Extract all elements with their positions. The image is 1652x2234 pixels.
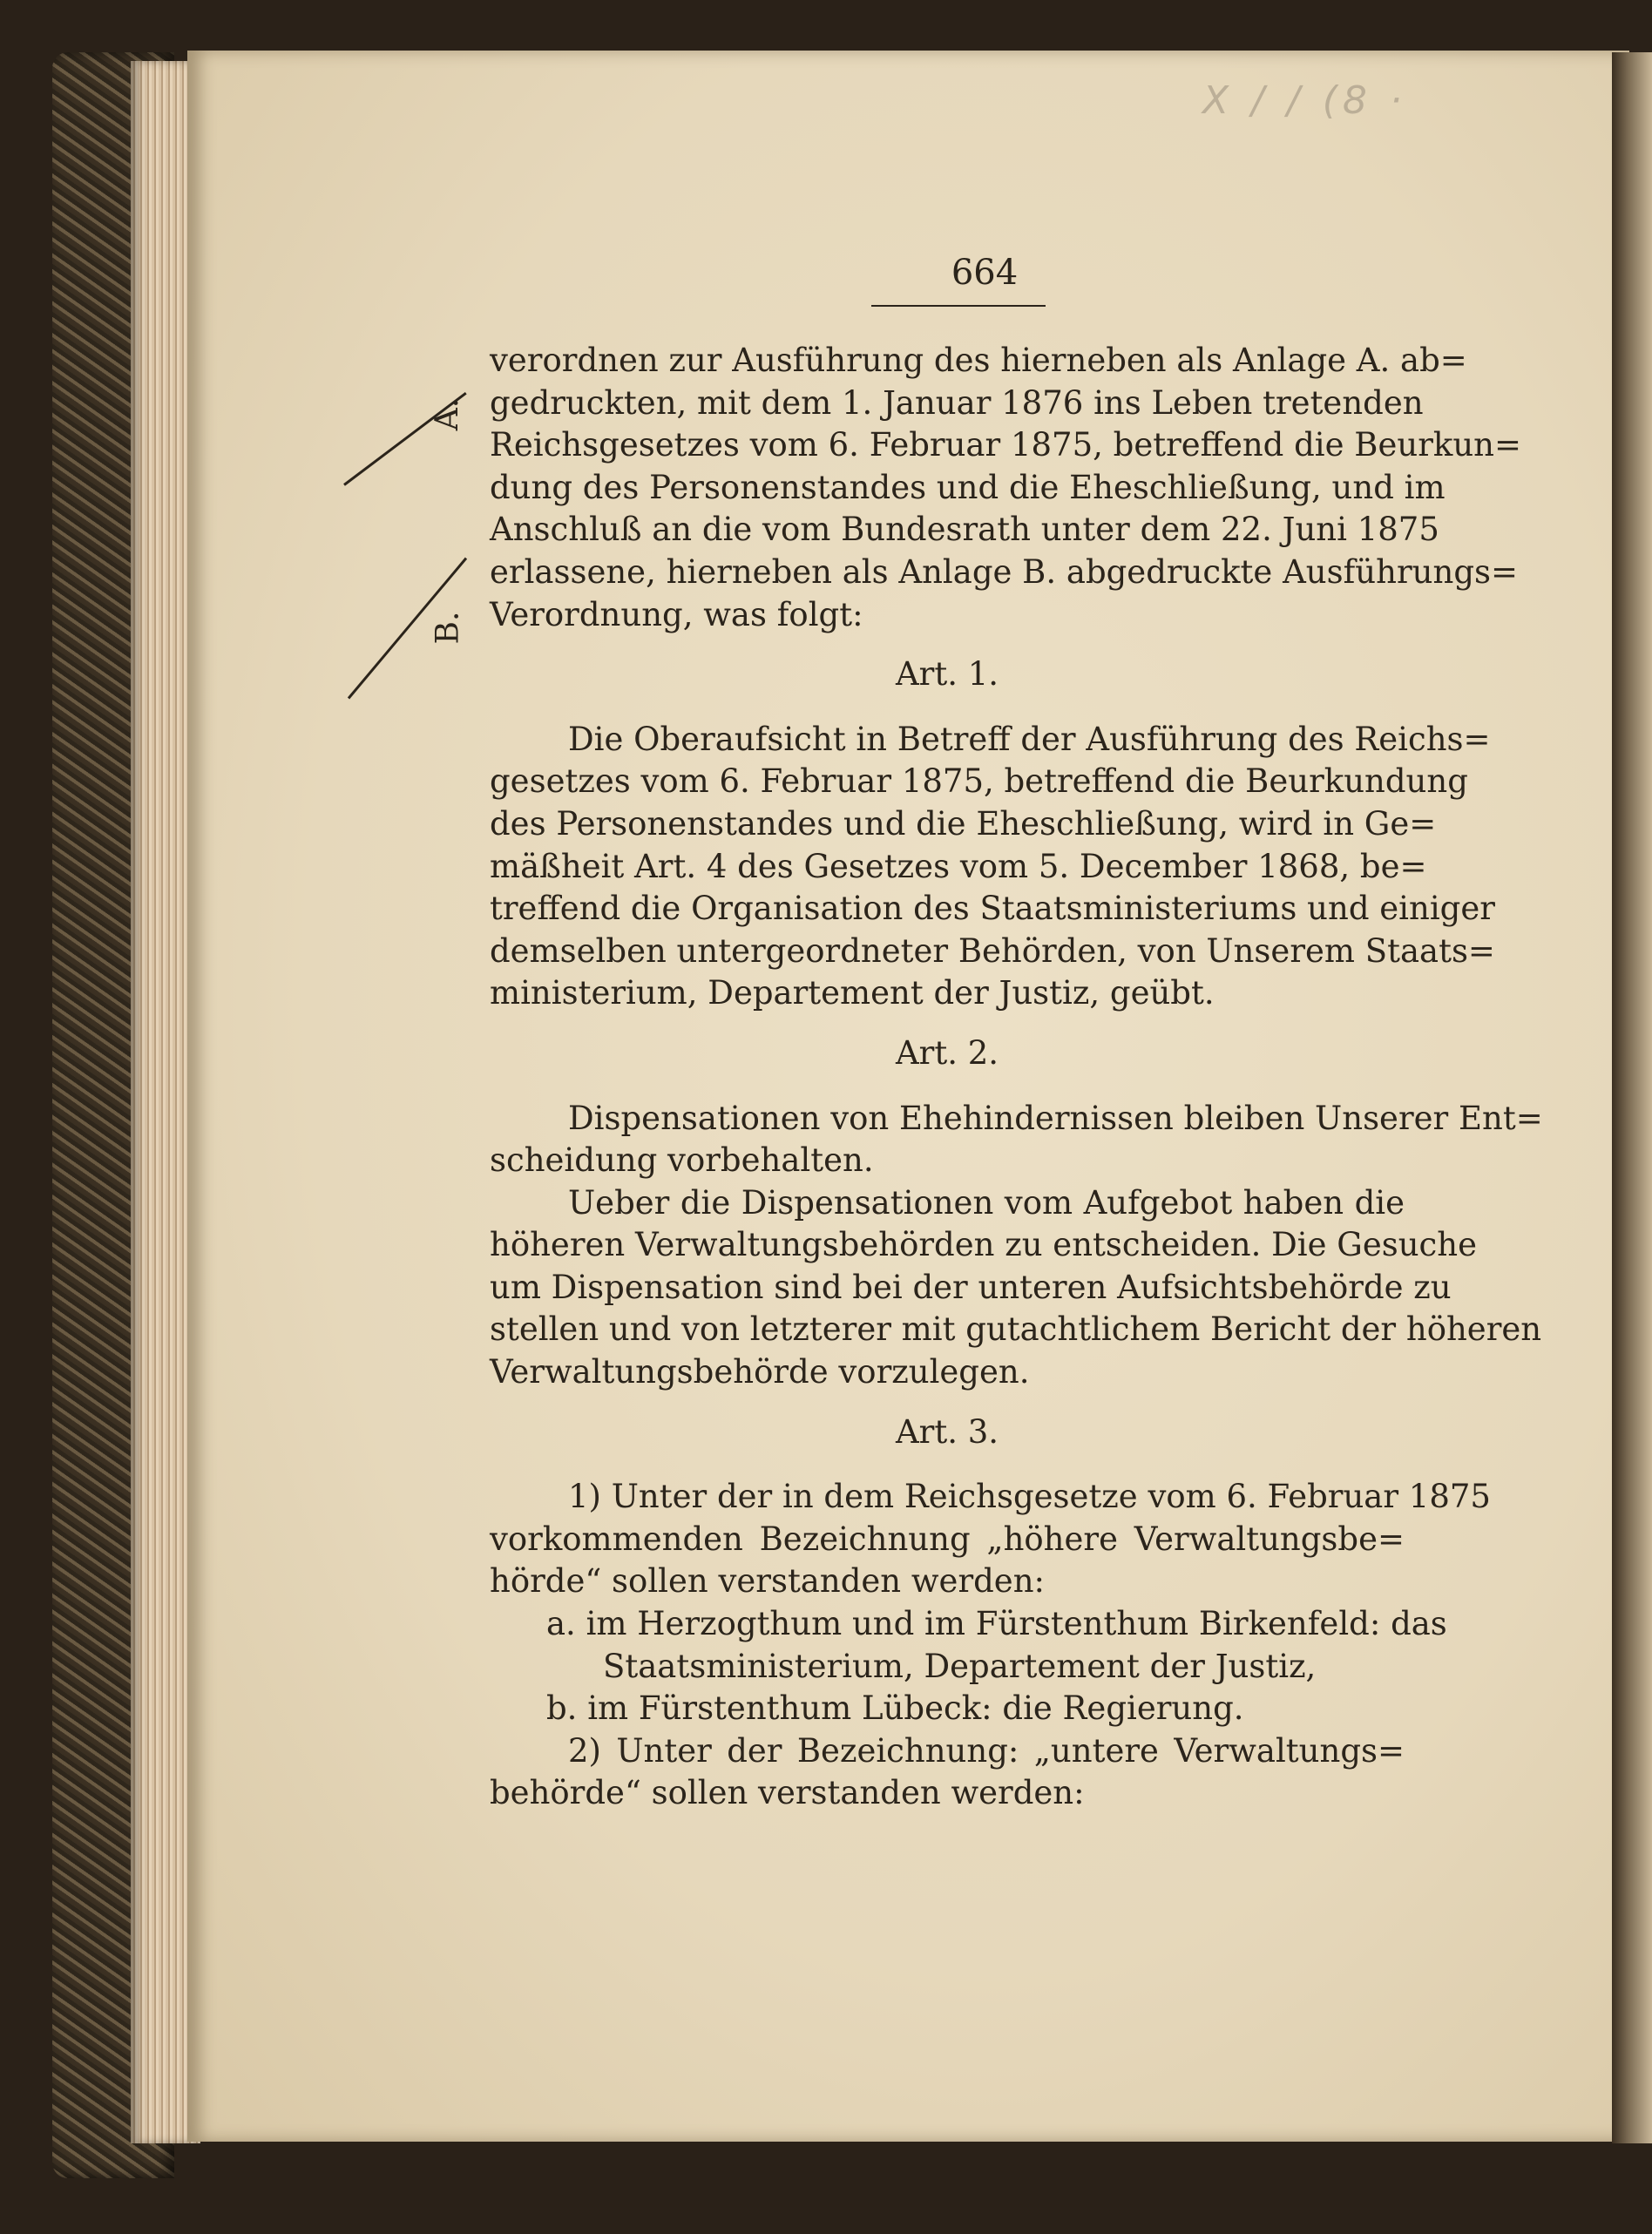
text-line: erlassene, hierneben als Anlage B. abgedruckte Ausführungs= [490,552,1518,591]
text-line: Ueber die Dispensationen vom Aufgebot haben die [568,1183,1405,1222]
text-line: ministerium, Departement der Justiz, geübt. [490,974,1215,1012]
text-line: Dispensationen von Ehehindernissen bleiben Unserer Ent= [568,1099,1543,1137]
text-line: gedruckten, mit dem 1. Januar 1876 ins Leben tretenden [490,383,1424,422]
header-rule [871,305,1046,307]
text-line: höheren Verwaltungsbehörden zu entscheiden. Die Gesuche [490,1226,1477,1264]
text-line: Staatsministerium, Departement der Justiz, [603,1647,1317,1685]
text-line: hörde“ sollen verstanden werden: [490,1562,1046,1601]
margin-annotation-b: B. [430,611,466,645]
text-line: mäßheit Art. 4 des Gesetzes vom 5. December 1868, be= [490,847,1427,885]
margin-annotation-a: A. [430,397,466,431]
text-line: vorkommenden Bezeichnung „höhere Verwaltungsbe= [490,1520,1405,1558]
text-line: Verordnung, was folgt: [490,595,863,633]
text-line: stellen und von letzterer mit gutachtlichem Bericht der höheren [490,1310,1542,1349]
text-line: 1) Unter der in dem Reichsgesetze vom 6. Februar 1875 [568,1478,1491,1516]
text-line: Die Oberaufsicht in Betreff der Ausführung des Reichs= [568,720,1491,758]
document-body [490,340,1543,1815]
page-number: 664 [951,253,1019,293]
article-3-heading: Art. 3. [895,1412,999,1451]
next-page-gutter [1612,52,1652,2143]
list-item-b: b. im Fürstenthum Lübeck: die Regierung. [546,1689,1244,1728]
article-2-heading: Art. 2. [895,1033,999,1072]
text-line: Verwaltungsbehörde vorzulegen. [490,1353,1030,1391]
text-line: Reichsgesetzes vom 6. Februar 1875, betreffend die Beurkun= [490,426,1521,464]
text-line: Anschluß an die vom Bundesrath unter dem 22. Juni 1875 [490,511,1439,549]
text-line: um Dispensation sind bei der unteren Aufsichtsbehörde zu [490,1268,1452,1306]
text-line: treffend die Organisation des Staatsministeriums und einiger [490,890,1495,928]
text-line: gesetzes vom 6. Februar 1875, betreffend die Beurkundung [490,762,1468,801]
article-1-heading: Art. 1. [895,655,999,694]
text-line: scheidung vorbehalten. [490,1141,874,1180]
pencil-annotation: Ⅹ ∕ ∕ (8 · [1202,78,1407,123]
text-line: demselben untergeordneter Behörden, von Unserem Staats= [490,931,1495,970]
text-line: 2) Unter der Bezeichnung: „untere Verwaltungs= [568,1731,1405,1770]
text-line: verordnen zur Ausführung des hierneben als Anlage A. ab= [490,342,1467,379]
text-line: dung des Personenstandes und die Eheschließung, und im [490,468,1446,506]
text-line: behörde“ sollen verstanden werden: [490,1774,1085,1812]
text-line: des Personenstandes und die Eheschließung, wird in Ge= [490,804,1437,843]
list-item-a: a. im Herzogthum und im Fürstenthum Birkenfeld: das [546,1605,1447,1643]
